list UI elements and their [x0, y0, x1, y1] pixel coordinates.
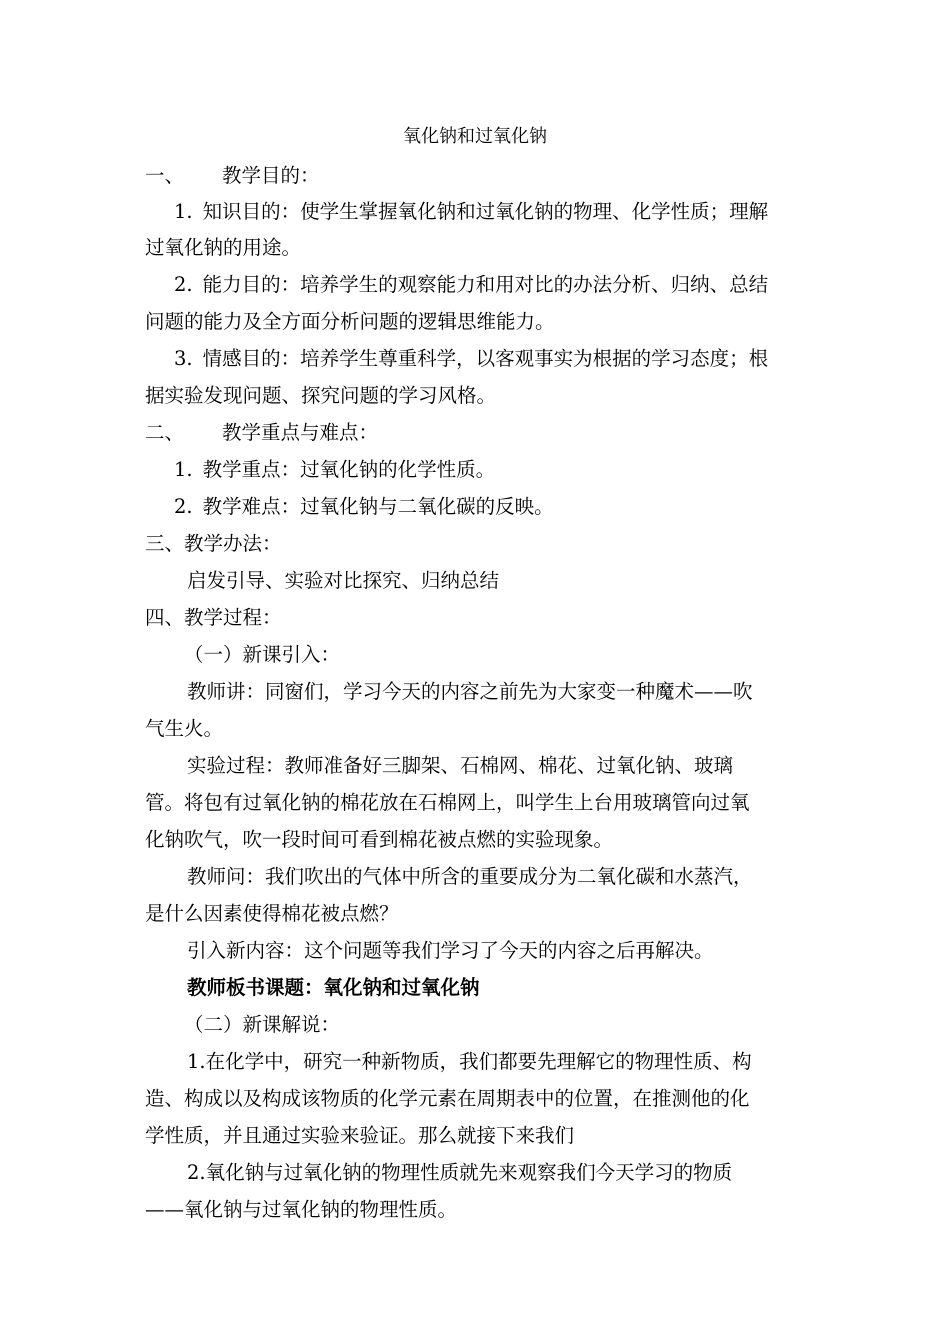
teacher-asks-line-2: 是什么因素使得棉花被点燃？	[145, 902, 399, 925]
board-title: 教师板书课题：氧化钠和过氧化钠	[187, 976, 480, 999]
section-1-title: 教学目的：	[222, 164, 320, 187]
objective-1-text: 知识目的：使学生掌握氧化钠和过氧化钠的物理、化学性质；理解	[202, 200, 769, 223]
experiment-line-3: 化钠吹气，吹一段时间可看到棉花被点燃的实验现象。	[145, 828, 614, 851]
objective-2-text: 能力目的：培养学生的观察能力和用对比的办法分析、归纳、总结	[202, 273, 769, 296]
objective-3-number: 3.	[174, 347, 193, 370]
point-2-line-1: 2.氧化钠与过氧化钠的物理性质就先来观察我们今天学习的物质	[187, 1161, 733, 1184]
point-2-line-2: ——氧化钠与过氧化钠的物理性质。	[145, 1198, 458, 1221]
teacher-asks-line-1: 教师问：我们吹出的气体中所含的重要成分为二氧化碳和水蒸汽，	[187, 865, 753, 888]
section-3-heading: 三、教学办法：	[145, 532, 282, 555]
experiment-line-2: 管。将包有过氧化钠的棉花放在石棉网上，叫学生上台用玻璃管向过氧	[145, 791, 750, 814]
key-point-2	[174, 492, 839, 522]
section-2-number: 二、	[145, 421, 185, 444]
objective-3-line-2: 据实验发现问题、探究问题的学习风格。	[145, 384, 497, 407]
experiment-line-1: 实验过程：教师准备好三脚架、石棉网、棉花、过氧化钠、玻璃	[187, 754, 734, 777]
key-point-1-number: 1.	[174, 458, 193, 481]
section-1-heading	[145, 161, 810, 191]
section-2-title: 教学重点与难点：	[222, 421, 379, 444]
part-2-heading: （二）新课解说：	[184, 1013, 341, 1036]
objective-3-text: 情感目的：培养学生尊重科学，以客观事实为根据的学习态度；根	[202, 347, 769, 370]
key-point-2-text: 教学难点：过氧化钠与二氧化碳的反映。	[202, 495, 554, 518]
objective-1-number: 1.	[174, 200, 193, 223]
key-point-1	[174, 455, 839, 485]
intro-new-content: 引入新内容：这个问题等我们学习了今天的内容之后再解决。	[187, 939, 714, 962]
objective-1-line-1	[174, 197, 839, 227]
teacher-says-line-2: 气生火。	[145, 717, 224, 740]
document-title: 氧化钠和过氧化钠	[403, 126, 547, 147]
teacher-says-line-1: 教师讲：同窗们，学习今天的内容之前先为大家变一种魔术——吹	[187, 680, 753, 703]
section-2-heading	[145, 418, 810, 448]
objective-2-line-2: 问题的能力及全方面分析问题的逻辑思维能力。	[145, 310, 555, 333]
point-1-line-2: 造、构成以及构成该物质的化学元素在周期表中的位置，在推测他的化	[145, 1087, 750, 1110]
point-1-line-3: 学性质，并且通过实验来验证。那么就接下来我们	[145, 1124, 575, 1147]
objective-1-line-2: 过氧化钠的用途。	[145, 236, 302, 259]
section-4-heading: 四、教学过程：	[145, 606, 282, 629]
objective-2-number: 2.	[174, 273, 193, 296]
objective-2-line-1	[174, 270, 839, 300]
part-1-heading: （一）新课引入：	[184, 643, 341, 666]
section-1-number: 一、	[145, 164, 185, 187]
objective-3-line-1	[174, 344, 839, 374]
teaching-method: 启发引导、实验对比探究、归纳总结	[187, 569, 500, 592]
point-1-line-1: 1.在化学中，研究一种新物质，我们都要先理解它的物理性质、构	[187, 1050, 752, 1073]
key-point-2-number: 2.	[174, 495, 193, 518]
key-point-1-text: 教学重点：过氧化钠的化学性质。	[202, 458, 496, 481]
